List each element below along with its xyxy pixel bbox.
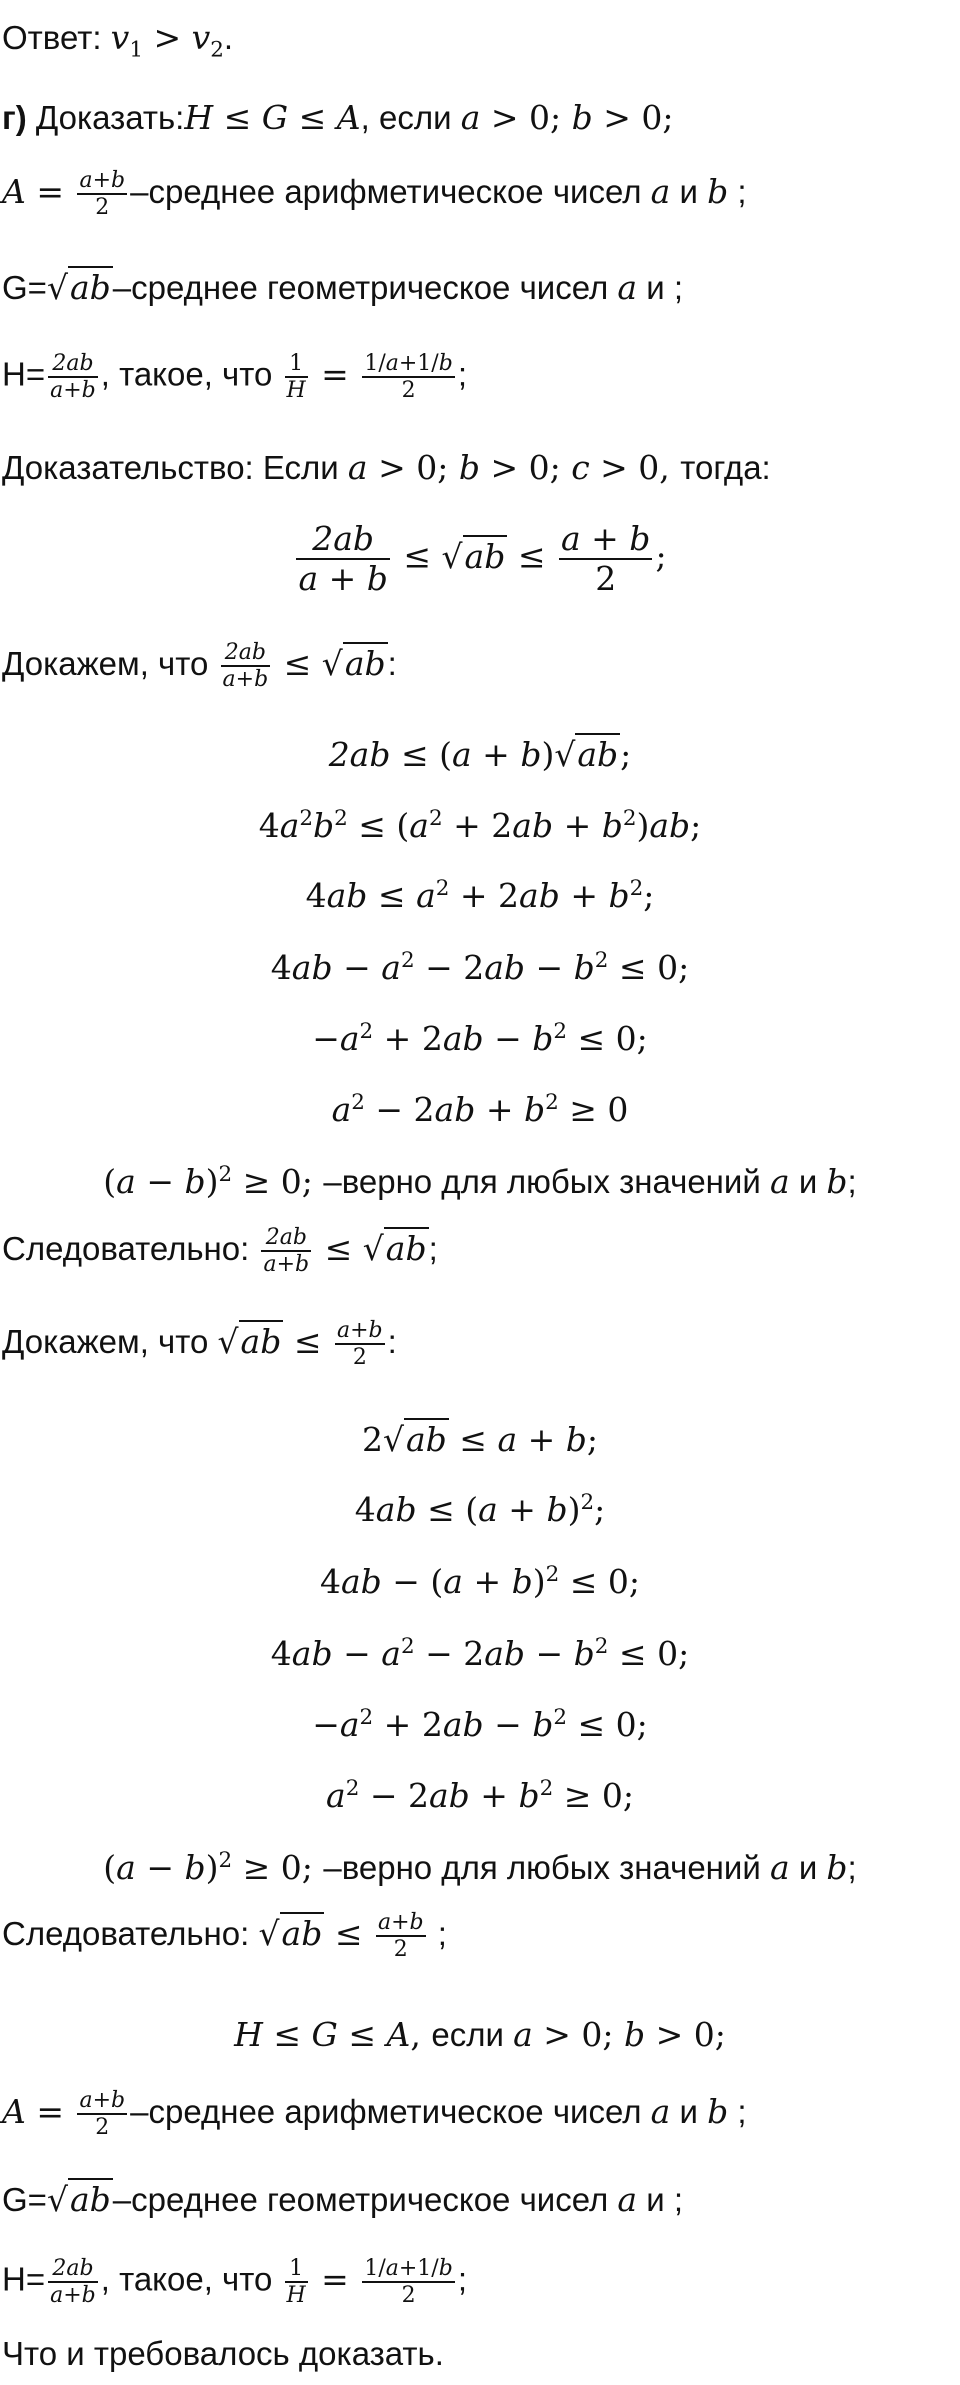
- step-1-1: 2ab ≤ (a + b)√ab;: [328, 735, 632, 774]
- step-1-6: $a^2 - 2ab + b^2 \ge 0$: [331, 1090, 629, 1129]
- hence-1-text: Следовательно:: [2, 1230, 250, 1268]
- part-g-cond: , если: [360, 99, 461, 136]
- arith-mean-def: A = $\frac{a+b}{2}$ –среднее арифметическое чисел a и b ;: [2, 168, 747, 221]
- step-1-2: $4a^2b^2 \le (a^2 + 2ab + b^2)ab$;: [258, 806, 702, 845]
- prove-1-text: Докажем, что: [2, 645, 209, 683]
- prove-2-heading: Докажем, что √ab ≤ $\frac{a+b}{2}$ :: [2, 1318, 397, 1371]
- harmonic-mean-def-2: H= $\frac{2ab}{a+b}$ , такое, что $\frac{1}{H}$ = $\frac{1/a+1/b}{2}$ ;: [2, 2255, 467, 2309]
- hence-1: Следовательно: $\frac{2ab}{a+b}$ ≤ √ab;: [2, 1225, 438, 1278]
- part-g-text: Доказать:: [26, 99, 185, 136]
- then-text: тогда:: [680, 449, 771, 486]
- conclusion-inequality: H ≤ G ≤ A, если a > 0; b > 0;: [234, 2015, 726, 2054]
- prove-1-heading: Докажем, что $\frac{2ab}{a+b}$ ≤ √ab:: [2, 640, 397, 693]
- answer-tail: .: [223, 19, 234, 56]
- harmonic-mean-def: H= $\frac{2ab}{a+b}$ , такое, что $\frac{1}{H}$ = $\frac{1/a+1/b}{2}$ ;: [2, 350, 467, 404]
- step-2-3: $4ab - (a + b)^2 \le 0$;: [319, 1562, 641, 1601]
- step-1-4: $4ab - a^2 - 2ab - b^2 \le 0$;: [270, 948, 690, 987]
- arith-mean-text: –среднее арифметическое чисел: [130, 173, 642, 211]
- hence-2-text: Следовательно:: [2, 1915, 250, 1953]
- step-2-2: $4ab \le (a + b)^2$;: [354, 1490, 606, 1529]
- main-inequality: $\frac{2ab}{a + b}$ ≤ √ab ≤ $\frac{a + b}{2}$ ;: [298, 519, 667, 598]
- prove-2-text: Докажем, что: [2, 1323, 209, 1361]
- step-1-7: $(a - b)^2 \ge 0$; –верно для любых значений a и b;: [103, 1162, 857, 1201]
- step-2-7: $(a - b)^2 \ge 0$; –верно для любых значений a и b;: [103, 1848, 857, 1887]
- step-2-5: $-a^2 + 2ab - b^2 \le 0$;: [312, 1705, 648, 1744]
- hence-2: Следовательно: √ab ≤ $\frac{a+b}{2}$ ;: [2, 1910, 447, 1963]
- step-2-1: 2√ab ≤ a + b;: [361, 1420, 599, 1459]
- geom-mean-text: –среднее геометрическое чисел: [112, 269, 609, 306]
- part-g-label: г): [2, 99, 27, 136]
- geom-mean-def-2: G=√ab–среднее геометрическое чисел a и ;: [2, 2180, 684, 2219]
- step-2-6: $a^2 - 2ab + b^2 \ge 0$;: [326, 1776, 634, 1815]
- answer-line: Ответ: $v_1 > v_2$.: [2, 18, 234, 63]
- answer-prefix: Ответ:: [2, 19, 111, 56]
- proof-intro: Доказательство: Если a > 0; b > 0; c > 0, тогда:: [2, 448, 771, 487]
- part-g-statement: г) Доказать:H ≤ G ≤ A, если a > 0; b > 0;: [2, 98, 674, 137]
- qed-line: [0, 2335, 960, 2373]
- harmonic-text: , такое, что: [100, 355, 273, 393]
- proof-intro-text: Доказательство: Если: [2, 449, 339, 486]
- step-1-3: $4ab \le a^2 + 2ab + b^2$;: [305, 876, 655, 915]
- arith-mean-def-2: A = $\frac{a+b}{2}$ –среднее арифметическое чисел a и b ;: [2, 2088, 747, 2141]
- step-1-5: $-a^2 + 2ab - b^2 \le 0$;: [312, 1019, 648, 1058]
- qed-text: Что и требовалось доказать.: [2, 2335, 444, 2372]
- geom-mean-def: G=√ab–среднее геометрическое чисел a и ;: [2, 268, 684, 307]
- step-2-4: $4ab - a^2 - 2ab - b^2 \le 0$;: [270, 1634, 690, 1673]
